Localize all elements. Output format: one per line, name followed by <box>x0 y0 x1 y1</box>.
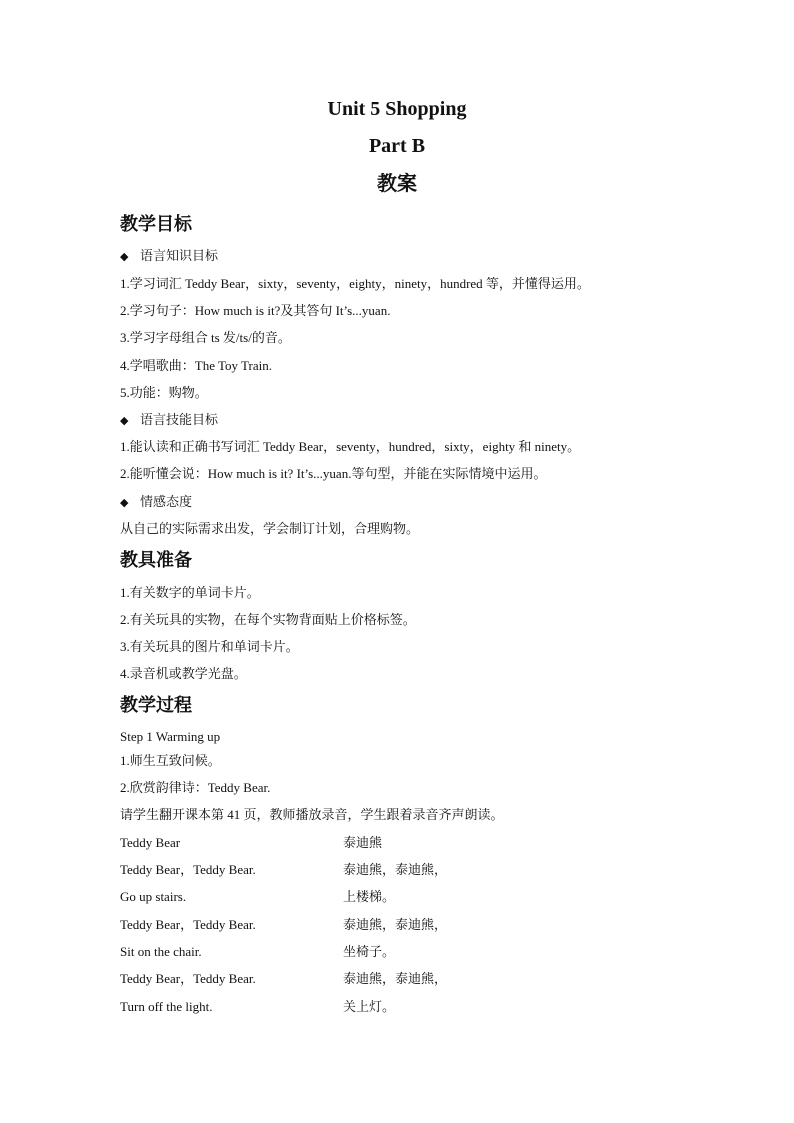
diamond-bullet-icon: ◆ <box>120 497 129 509</box>
skills-item: 1.能认读和正确书写词汇 Teddy Bear，seventy，hundred，sixty，eighty 和 ninety。 <box>120 439 581 454</box>
attitude-goal-label: ◆ 情感态度 <box>120 493 192 512</box>
rhyme-chinese: 泰迪熊，泰迪熊， <box>343 917 448 932</box>
materials-item: 1.有关数字的单词卡片。 <box>120 585 260 600</box>
knowledge-item: 4.学唱歌曲：The Toy Train. <box>120 358 272 373</box>
materials-item: 3.有关玩具的图片和单词卡片。 <box>120 639 299 654</box>
rhyme-chinese: 泰迪熊 <box>343 835 383 850</box>
knowledge-item: 3.学习字母组合 ts 发/ts/的音。 <box>120 330 291 345</box>
rhyme-chinese: 坐椅子。 <box>343 944 396 959</box>
process-item: 2.欣赏韵律诗：Teddy Bear. <box>120 780 271 795</box>
materials-item: 4.录音机或教学光盘。 <box>120 666 247 681</box>
skills-item: 2.能听懂会说：How much is it? It’s...yuan.等句型，并能在实际情境中运用。 <box>120 466 547 481</box>
knowledge-goal-label: ◆ 语言知识目标 <box>120 247 218 266</box>
doc-type-title: 教案 <box>377 173 417 195</box>
knowledge-item: 5.功能：购物。 <box>120 385 208 400</box>
rhyme-english: Turn off the light. <box>120 999 213 1014</box>
goals-heading: 教学目标 <box>120 214 192 234</box>
unit-title: Unit 5 Shopping <box>327 98 467 120</box>
rhyme-english: Teddy Bear，Teddy Bear. <box>120 917 256 932</box>
process-heading: 教学过程 <box>120 695 192 715</box>
knowledge-item: 2.学习句子：How much is it?及其答句 It’s...yuan. <box>120 303 391 318</box>
part-title: Part B <box>368 135 426 157</box>
materials-item: 2.有关玩具的实物，在每个实物背面贴上价格标签。 <box>120 612 416 627</box>
rhyme-chinese: 泰迪熊，泰迪熊， <box>343 971 448 986</box>
rhyme-english: Teddy Bear，Teddy Bear. <box>120 862 256 877</box>
rhyme-english: Teddy Bear <box>120 835 181 850</box>
materials-heading: 教具准备 <box>120 550 192 570</box>
rhyme-chinese: 上楼梯。 <box>343 889 396 904</box>
process-item: 1.师生互致问候。 <box>120 753 221 768</box>
process-item: 请学生翻开课本第 41 页，教师播放录音，学生跟着录音齐声朗读。 <box>120 807 504 822</box>
step-1-title: Step 1 Warming up <box>120 729 221 744</box>
rhyme-english: Go up stairs. <box>120 889 187 904</box>
knowledge-item: 1.学习词汇 Teddy Bear，sixty，seventy，eighty，ninety，hundred 等，并懂得运用。 <box>120 276 590 291</box>
diamond-bullet-icon: ◆ <box>120 415 129 427</box>
rhyme-english: Teddy Bear，Teddy Bear. <box>120 971 256 986</box>
attitude-item: 从自己的实际需求出发，学会制订计划，合理购物。 <box>120 521 420 536</box>
skills-goal-label: ◆ 语言技能目标 <box>120 411 218 430</box>
rhyme-chinese: 关上灯。 <box>343 999 396 1014</box>
rhyme-english: Sit on the chair. <box>120 944 202 959</box>
rhyme-chinese: 泰迪熊，泰迪熊， <box>343 862 448 877</box>
diamond-bullet-icon: ◆ <box>120 251 129 263</box>
